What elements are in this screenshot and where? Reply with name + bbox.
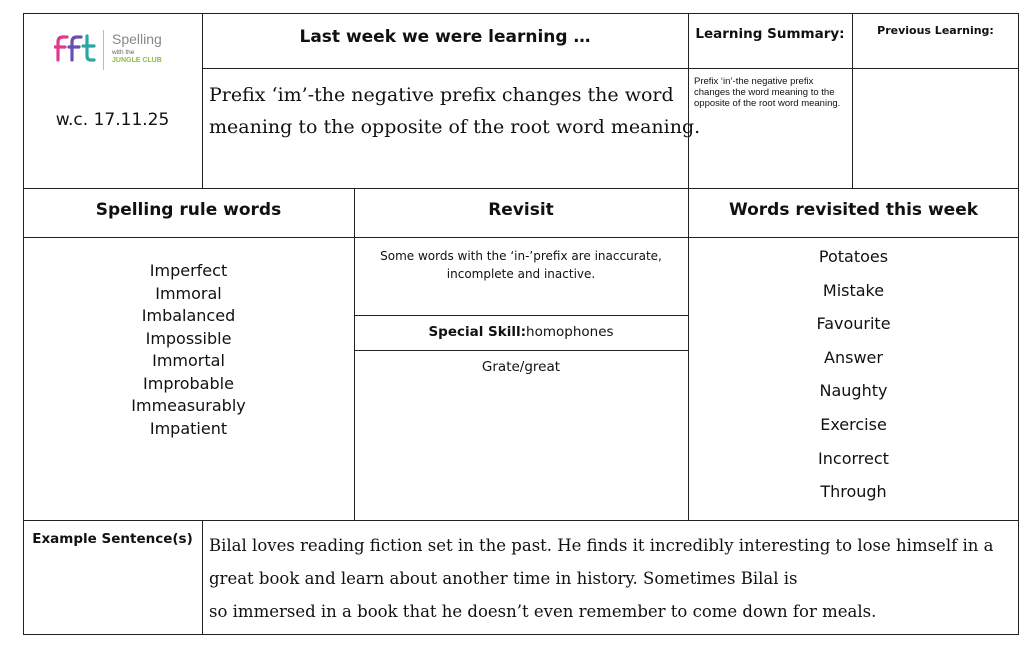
- spelling-word: Imbalanced: [141, 306, 236, 325]
- revisit-text-line: incomplete and inactive.: [446, 267, 596, 281]
- special-skill: [354, 324, 688, 340]
- last-week-header: Last week we were learning …: [299, 27, 591, 47]
- fft-logo: [50, 28, 190, 74]
- special-skill-value: homophones: [526, 324, 614, 340]
- example-sentence-line: great book and learn about another time in history. Sometimes Bilal is: [209, 569, 798, 588]
- example-sentence-text: [209, 529, 1015, 628]
- example-sentence-line: Bilal loves reading fiction set in the past. He finds it incredibly interesting to lose himself in a: [209, 536, 994, 555]
- logo-club: JUNGLE CLUB: [112, 57, 162, 64]
- spelling-word: Immortal: [152, 351, 225, 370]
- previous-learning-header: Previous Learning:: [877, 24, 994, 37]
- col-divider: [202, 520, 203, 635]
- revisited-word: Incorrect: [818, 448, 889, 468]
- revisited-word: Answer: [824, 347, 883, 367]
- spelling-word: Improbable: [143, 373, 234, 393]
- last-week-text: [209, 79, 701, 143]
- revisited-word-list: [688, 240, 1019, 509]
- last-week-text-line: meaning to the opposite of the root word meaning.: [209, 116, 701, 138]
- col-divider: [852, 13, 853, 188]
- week-commencing: w.c. 17.11.25: [55, 110, 170, 130]
- spelling-word: Impatient: [149, 418, 228, 438]
- row-divider: [23, 237, 1019, 238]
- logo-separator: [103, 30, 104, 70]
- words-revisited-header: Words revisited this week: [728, 200, 979, 220]
- revisit-header: Revisit: [488, 200, 554, 220]
- logo-with-the: with the: [112, 49, 135, 56]
- learning-summary-text: Prefix ‘in’-the negative prefix changes the word meaning to the opposite of the root word meaning.: [694, 76, 841, 109]
- example-sentence-label: Example Sentence(s): [32, 531, 193, 547]
- special-skill-words: Grate/great: [481, 359, 561, 375]
- row-divider: [354, 315, 688, 316]
- revisited-word: Potatoes: [818, 247, 889, 266]
- row-divider: [354, 350, 688, 351]
- revisited-word: Favourite: [816, 314, 891, 334]
- learning-summary-header: Learning Summary:: [695, 26, 845, 42]
- row-divider: [23, 188, 1019, 189]
- logo-title: Spelling: [112, 31, 162, 47]
- spelling-word: Immoral: [155, 283, 222, 303]
- revisit-text: [356, 247, 686, 283]
- revisited-word: Naughty: [819, 381, 888, 401]
- special-skill-label: Special Skill:: [428, 324, 527, 340]
- last-week-text-line: Prefix ‘im’-the negative prefix changes the word: [209, 84, 674, 106]
- row-divider: [23, 520, 1019, 521]
- revisited-word: Mistake: [822, 280, 885, 300]
- row-divider: [202, 68, 1019, 69]
- spelling-rule-header: Spelling rule words: [95, 200, 282, 220]
- example-sentence-line: so immersed in a book that he doesn’t even remember to come down for meals.: [209, 602, 877, 621]
- spelling-word: Imperfect: [149, 261, 228, 280]
- spelling-word: Impossible: [145, 328, 232, 348]
- fft-logo-mark: [54, 32, 100, 66]
- revisited-word: Exercise: [820, 414, 887, 434]
- revisit-text-line: Some words with the ‘in-’prefix are inaccurate,: [380, 249, 662, 263]
- spelling-word-list: [23, 260, 354, 440]
- col-divider: [354, 188, 355, 520]
- revisited-word: Through: [820, 482, 887, 502]
- spelling-word: Immeasurably: [131, 396, 246, 415]
